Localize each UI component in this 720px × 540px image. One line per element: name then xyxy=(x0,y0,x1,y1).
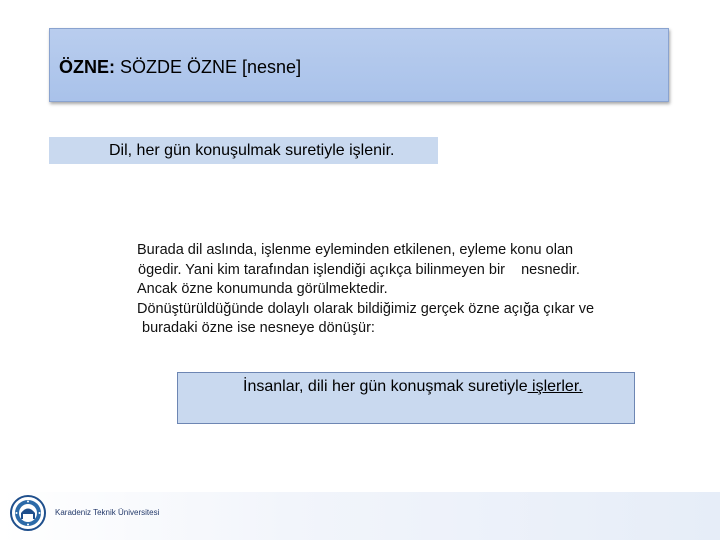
title-label: ÖZNE: xyxy=(59,57,115,77)
institution-name: Karadeniz Teknik Üniversitesi xyxy=(55,508,160,517)
explanation-line: buradaki özne ise nesneye dönüşür: xyxy=(142,320,375,336)
footer-bar xyxy=(0,492,720,540)
result-sentence-box xyxy=(177,372,635,424)
example-sentence: Dil, her gün konuşulmak suretiyle işlenir. xyxy=(109,142,395,159)
title-text: SÖZDE ÖZNE [nesne] xyxy=(120,57,302,77)
title-box xyxy=(49,28,669,102)
result-sentence xyxy=(243,378,583,396)
slide-title xyxy=(59,57,301,77)
example-sentence-bar xyxy=(49,137,438,164)
explanation-line: Burada dil aslında, işlenme eyleminden etkilenen, eyleme konu olan xyxy=(137,242,574,258)
result-main-text: İnsanlar, dili her gün konuşmak suretiyle xyxy=(243,378,528,395)
result-underlined-verb: işlerler. xyxy=(527,378,583,395)
university-seal-icon xyxy=(10,495,46,531)
explanation-line: Dönüştürüldüğünde dolaylı olarak bildiğimiz gerçek özne açığa çıkar ve xyxy=(137,300,595,317)
explanation-line: Ancak özne konumunda görülmektedir. xyxy=(137,281,388,297)
explanation-line: ögedir. Yani kim tarafından işlendiği açıkça bilinmeyen bir nesnedir. xyxy=(138,261,580,278)
explanation-paragraph xyxy=(137,241,677,339)
